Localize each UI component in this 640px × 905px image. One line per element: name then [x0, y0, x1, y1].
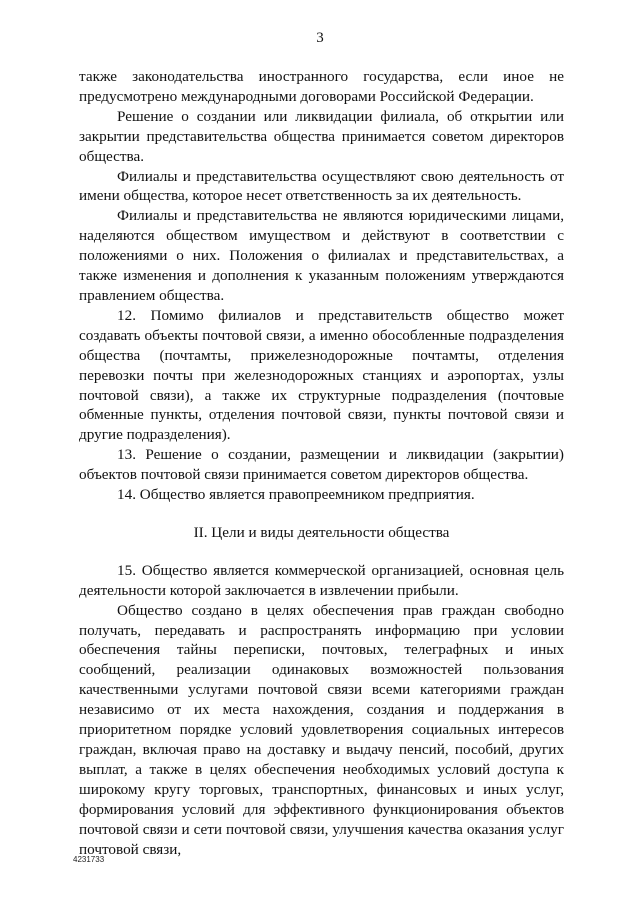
paragraph-branch-status: Филиалы и представительства не являются юридическими лицами, наделяются обществом имуществом и действуют в соответствии с положениями о них. Положения о филиалах и представительствах, а также изменения и дополнения к указанным положениям утверждаются правлением общества. — [79, 207, 564, 304]
paragraph-continuation: также законодательства иностранного государства, если иное не предусмотрено международными договорами Российской Федерации. — [79, 68, 564, 105]
paragraph-company-goals: Общество создано в целях обеспечения прав граждан свободно получать, передавать и распространять информацию при условии обеспечения тайны переписки, почтовых, телеграфных и иных сообщений, реализации одинаковых возможностей пользования качественными услугами почтовой связи всеми категориями граждан независимо от их места нахождения, создания и поддержания в приоритетном порядке условий удовлетворения социальных интересов граждан, включая право на доставку и выдачу пенсий, пособий, других выплат, а также в целях обеспечения необходимых условий доступа к широкому кругу торговых, транспортных, финансовых и иных услуг, формирования условий для эффективного функционирования объектов почтовой связи и сети почтовой связи, улучшения качества оказания услуг почтовой связи, — [79, 601, 564, 858]
page-number: 3 — [316, 30, 324, 46]
paragraph-branch-activity: Филиалы и представительства осуществляют свою деятельность от имени общества, которое несет ответственность за их деятельность. — [79, 167, 564, 205]
paragraph-clause-14: 14. Общество является правопреемником предприятия. — [117, 486, 475, 504]
paragraph-clause-15: 15. Общество является коммерческой организацией, основная цель деятельности которой заключается в извлечении прибыли. — [79, 561, 564, 599]
paragraph-clause-12: 12. Помимо филиалов и представительств общество может создавать объекты почтовой связи, а именно обособленные подразделения общества (почтамты, прижелезнодорожные почтамты, отделения перевозки почты при железнодорожных станциях и аэропортах, узлы почтовой связи), а также их структурные подразделения (почтовые обменные пункты, отделения почтовой связи, пункты почтовой связи и другие подразделения). — [79, 306, 564, 444]
section-heading: II. Цели и виды деятельности общества — [193, 523, 450, 541]
document-body — [79, 67, 564, 859]
paragraph-branch-decision: Решение о создании или ликвидации филиала, об открытии или закрытии представительства общества принимается советом директоров общества. — [79, 107, 564, 165]
paragraph-clause-13: 13. Решение о создании, размещении и ликвидации (закрытии) объектов почтовой связи принимается советом директоров общества. — [79, 446, 564, 484]
document-code: 4231733 — [73, 855, 105, 864]
